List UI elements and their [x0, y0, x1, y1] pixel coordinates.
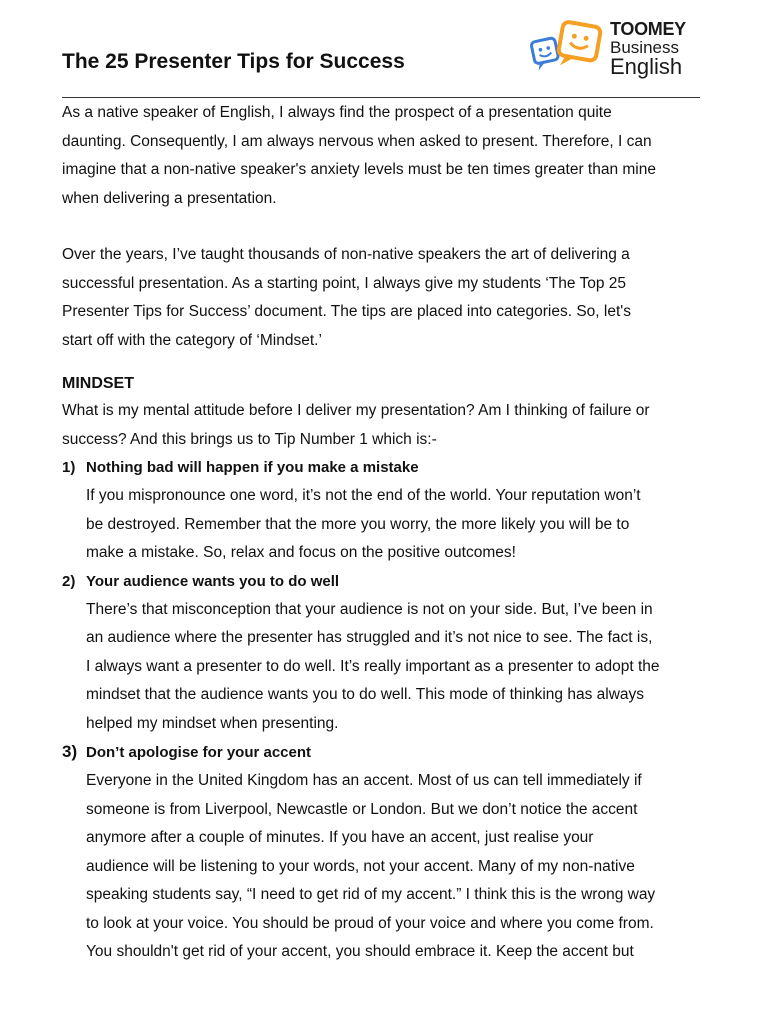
tip-body — [86, 767, 708, 967]
company-logo — [528, 18, 708, 78]
text-line: an audience where the presenter has struggled and it’s not nice to see. The fact is, — [86, 629, 653, 646]
tip-heading — [62, 454, 708, 482]
text-line: Over the years, I’ve taught thousands of non-native speakers the art of delivering a — [62, 246, 630, 263]
text-line: audience will be listening to your words, not your accent. Many of my non-native — [86, 857, 635, 875]
logo-line-3: English — [610, 54, 683, 79]
text-line: Everyone in the United Kingdom has an accent. Most of us can tell immediately if — [86, 772, 642, 789]
section-intro — [62, 397, 708, 454]
tip-body — [86, 596, 708, 739]
text-line: What is my mental attitude before I deliver my presentation? Am I thinking of failure or — [62, 402, 650, 419]
text-line: Presenter Tips for Success’ document. The tips are placed into categories. So, let's — [62, 303, 631, 320]
text-line: There’s that misconception that your audience is not on your side. But, I’ve been in — [86, 600, 653, 618]
tip-3 — [62, 738, 708, 967]
tip-number: 1) — [62, 459, 76, 476]
text-line: helped my mindset when presenting. — [86, 714, 339, 732]
tip-title: Your audience wants you to do well — [86, 572, 340, 590]
logo-line-2: Business — [610, 38, 679, 57]
text-line: daunting. Consequently, I am always nervous when asked to present. Therefore, I can — [62, 132, 652, 150]
text-line: anymore after a couple of minutes. If you have an accent, just realise your — [86, 829, 594, 846]
tip-1 — [62, 454, 708, 568]
tip-number: 2) — [62, 572, 76, 590]
section-heading: MINDSET — [62, 375, 134, 392]
page-title: The 25 Presenter Tips for Success — [62, 50, 405, 73]
text-line: If you mispronounce one word, it’s not the end of the world. Your reputation won’t — [86, 487, 641, 504]
text-line: As a native speaker of English, I always find the prospect of a presentation quite — [62, 104, 612, 121]
tip-heading — [62, 738, 708, 767]
intro-paragraph-2 — [62, 241, 708, 355]
text-line: successful presentation. As a starting point, I always give my students ‘The Top 25 — [62, 274, 627, 292]
text-line: someone is from Liverpool, Newcastle or London. But we don’t notice the accent — [86, 800, 638, 818]
tip-body — [86, 482, 708, 568]
tip-2 — [62, 568, 708, 739]
tip-title: Don’t apologise for your accent — [86, 744, 312, 761]
text-line: make a mistake. So, relax and focus on the positive outcomes! — [86, 544, 516, 561]
text-line: You shouldn't get rid of your accent, you should embrace it. Keep the accent but — [86, 943, 634, 960]
tip-heading — [62, 568, 708, 596]
text-line: mindset that the audience wants you to do well. This mode of thinking has always — [86, 686, 645, 703]
text-line: speaking students say, “I need to get rid of my accent.” I think this is the wrong way — [86, 886, 656, 903]
intro-paragraph-1 — [62, 99, 708, 213]
text-line: success? And this brings us to Tip Number 1 which is:- — [62, 430, 437, 448]
tip-title: Nothing bad will happen if you make a mistake — [86, 459, 419, 476]
text-line: be destroyed. Remember that the more you worry, the more likely you will be to — [86, 515, 630, 533]
document-body — [62, 99, 708, 967]
text-line: when delivering a presentation. — [62, 189, 277, 207]
text-line: to look at your voice. You should be proud of your voice and where you come from. — [86, 914, 654, 932]
logo-wordmark — [610, 20, 686, 78]
text-line: I always want a presenter to do well. It’s really important as a presenter to adopt the — [86, 657, 660, 675]
logo-line-1: TOOMEY — [610, 19, 686, 39]
tip-number: 3) — [62, 742, 78, 761]
speech-bubbles-icon — [528, 18, 608, 78]
text-line: imagine that a non-native speaker's anxiety levels must be ten times greater than mine — [62, 161, 656, 178]
text-line: start off with the category of ‘Mindset.’ — [62, 331, 322, 349]
title-divider — [62, 97, 700, 98]
